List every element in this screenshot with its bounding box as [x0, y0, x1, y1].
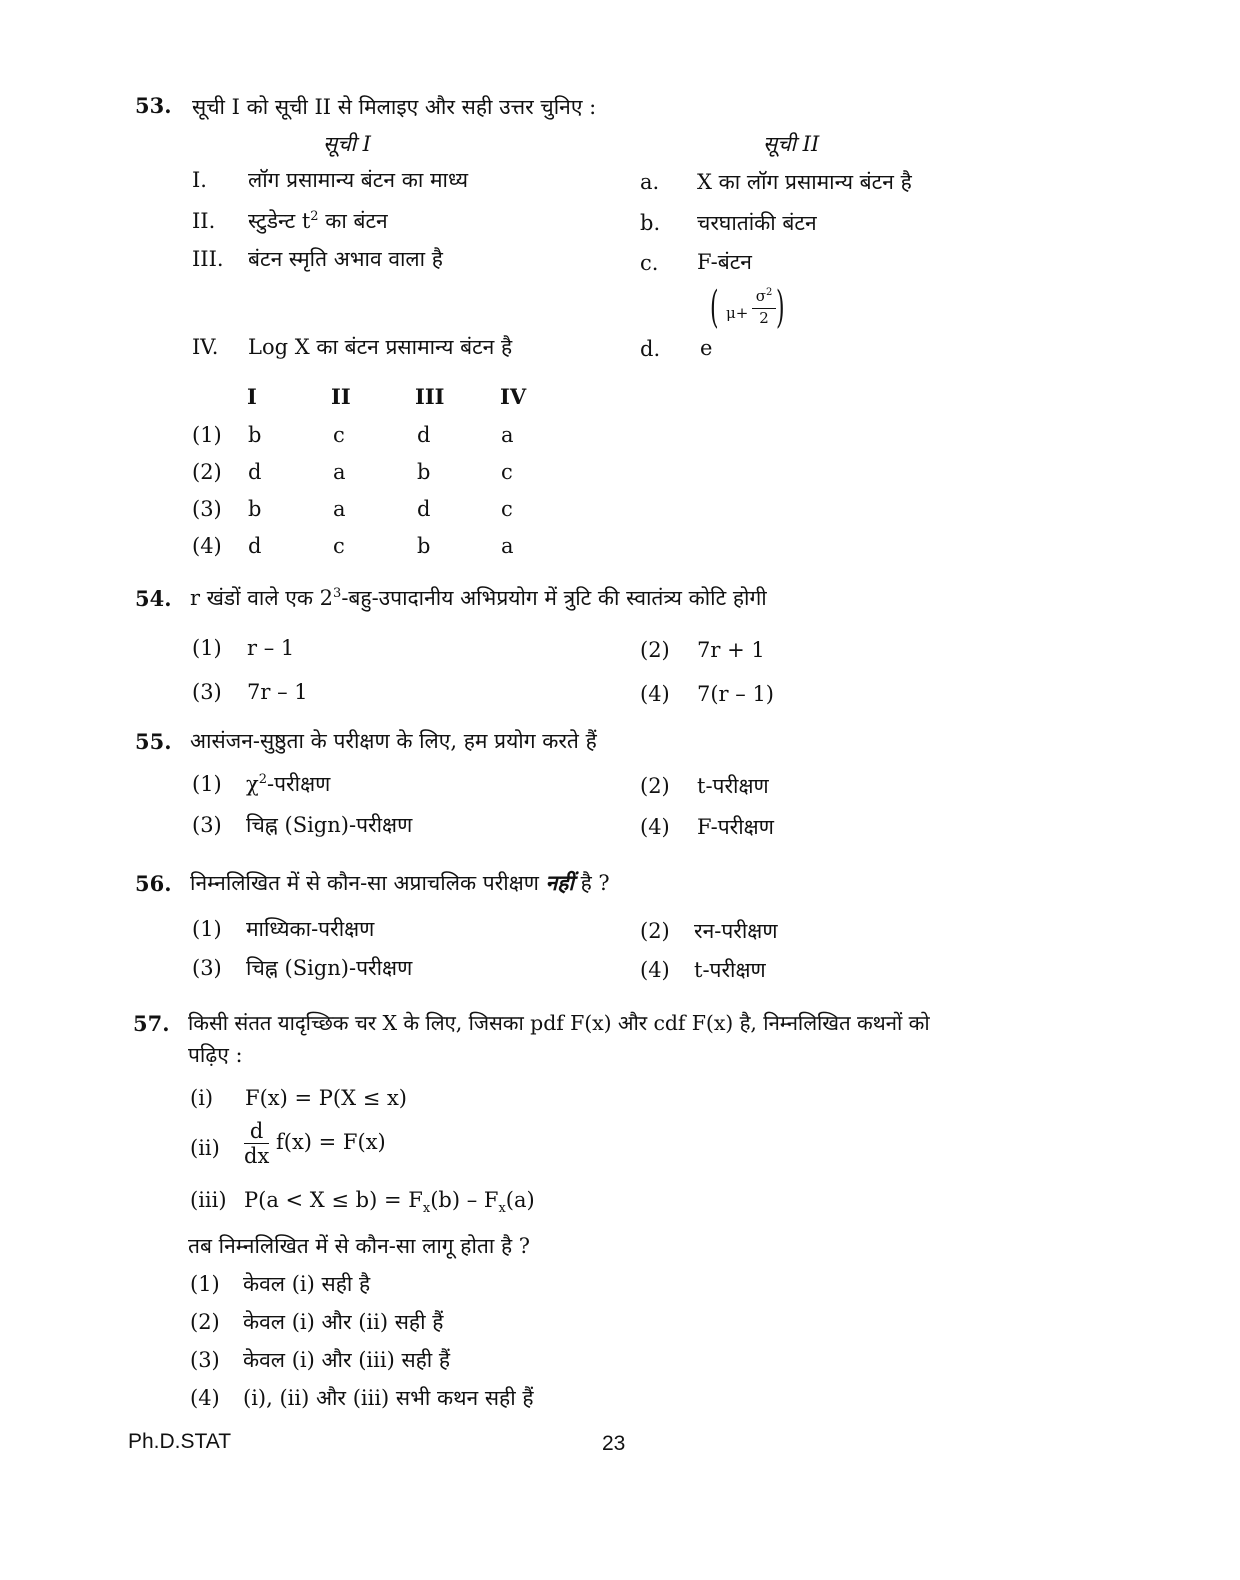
- q55-option-number: (1): [192, 772, 222, 796]
- q53-list1-item: बंटन स्मृति अभाव वाला है: [248, 247, 443, 271]
- q56-number: 56.: [135, 871, 172, 896]
- q54-option-text: r – 1: [247, 636, 295, 660]
- q53-option-value: b: [417, 460, 431, 484]
- q53-option-number: (1): [192, 423, 222, 447]
- q53-exp-paren-left: (: [710, 282, 719, 333]
- q56-option-text: t-परीक्षण: [694, 958, 766, 982]
- q54-option-number: (3): [192, 680, 222, 704]
- q57-statement-number: (ii): [190, 1136, 220, 1160]
- q53-list1-label: I.: [192, 168, 207, 192]
- q53-list2-label: a.: [640, 170, 660, 194]
- q57-statement-number: (i): [190, 1086, 214, 1110]
- q57-question: तब निम्नलिखित में से कौन-सा लागू होता है ?: [188, 1234, 531, 1258]
- q53-option-value: a: [501, 423, 514, 447]
- q56-option-number: (1): [192, 917, 222, 941]
- q57-option-number: (3): [190, 1348, 220, 1372]
- q55-option-number: (4): [640, 815, 670, 839]
- q53-list1-heading: सूची I: [323, 132, 371, 156]
- q54-option-number: (2): [640, 638, 670, 662]
- footer-exam-code: Ph.D.STAT: [128, 1430, 232, 1453]
- q53-header-col: I: [247, 384, 257, 409]
- q54-option-number: (4): [640, 682, 670, 706]
- q53-option-value: d: [248, 460, 262, 484]
- q57-option-text: केवल (i) और (iii) सही हैं: [243, 1348, 451, 1372]
- q53-option-value: c: [333, 534, 345, 558]
- q53-option-value: b: [248, 423, 262, 447]
- q53-option-value: c: [333, 423, 345, 447]
- q53-option-value: d: [248, 534, 262, 558]
- q53-option-number: (2): [192, 460, 222, 484]
- q53-option-value: b: [417, 534, 431, 558]
- q53-list2-item: F-बंटन: [697, 250, 752, 274]
- q53-option-number: (4): [192, 534, 222, 558]
- q56-option-text: रन-परीक्षण: [694, 919, 778, 943]
- q57-option-text: केवल (i) सही है: [243, 1272, 371, 1296]
- q53-exp-paren-right: ): [776, 282, 785, 333]
- q57-statement: $P(a < X \le b) = F_x(b) - F_x(a)$: [244, 1188, 535, 1216]
- q53-header-col: III: [415, 384, 445, 409]
- q53-text: सूची I को सूची II से मिलाइए और सही उत्तर चुनिए :: [192, 95, 597, 119]
- q54-option-text: 7r + 1: [697, 638, 765, 662]
- q53-option-value: a: [501, 534, 514, 558]
- q53-option-value: d: [417, 497, 431, 521]
- q55-number: 55.: [135, 729, 172, 754]
- q53-header-col: II: [331, 384, 351, 409]
- q53-option-number: (3): [192, 497, 222, 521]
- q53-list1-item: लॉग प्रसामान्य बंटन का माध्य: [248, 168, 469, 192]
- q56-option-text: चिह्न (Sign)-परीक्षण: [246, 956, 413, 980]
- q54-option-number: (1): [192, 636, 222, 660]
- q57-number: 57.: [133, 1011, 170, 1036]
- q53-option-value: a: [333, 497, 346, 521]
- q57-derivative-fraction: $\frac{d}{dx}$: [244, 1119, 270, 1168]
- q55-option-text: चिह्न (Sign)-परीक्षण: [246, 813, 413, 837]
- q53-list2-label: b.: [640, 211, 661, 235]
- q53-exp-fraction: [752, 287, 776, 328]
- q55-option-text: t-परीक्षण: [697, 774, 769, 798]
- q54-option-text: 7(r – 1): [697, 682, 774, 706]
- q56-text: निम्नलिखित में से कौन-सा अप्राचलिक परीक्षण नहीं है ?: [190, 870, 610, 895]
- q57-option-number: (2): [190, 1310, 220, 1334]
- q55-option-text: F-परीक्षण: [697, 815, 774, 839]
- q54-text: r खंडों वाले एक $2^3-बहु-उपादानीय$ अभिप्रयोग में त्रुटि की स्वातंत्र्य कोटि होगी: [190, 586, 767, 610]
- q57-text-line2: पढ़िए :: [188, 1043, 243, 1067]
- q57-text-line1: किसी संतत यादृच्छिक चर X के लिए, जिसका pdf F(x) और cdf F(x) है, निम्नलिखित कथनों को: [188, 1011, 930, 1035]
- q53-exp-base: e: [700, 336, 713, 360]
- q53-number: 53.: [135, 93, 172, 118]
- q53-list1-item: Log X का बंटन प्रसामान्य बंटन है: [248, 335, 513, 359]
- q56-option-number: (2): [640, 919, 670, 943]
- q55-option-number: (3): [192, 813, 222, 837]
- q53-list2-item: चरघातांकी बंटन: [697, 211, 817, 235]
- q56-option-text: माध्यिका-परीक्षण: [246, 917, 375, 941]
- q57-option-number: (4): [190, 1386, 220, 1410]
- q53-exp-denominator: 2: [759, 309, 769, 327]
- q53-option-value: b: [248, 497, 262, 521]
- q53-option-value: c: [501, 497, 513, 521]
- q56-emphasis: नहीं: [545, 870, 574, 895]
- q57-option-text: केवल (i) और (ii) सही हैं: [243, 1310, 444, 1334]
- q57-option-text: (i), (ii) और (iii) सभी कथन सही हैं: [243, 1386, 534, 1410]
- q53-list2-item: X का लॉग प्रसामान्य बंटन है: [697, 170, 912, 194]
- q56-option-number: (4): [640, 958, 670, 982]
- q53-list2-heading: सूची II: [763, 132, 820, 156]
- q57-option-number: (1): [190, 1272, 220, 1296]
- q53-option-value: a: [333, 460, 346, 484]
- q55-option-number: (2): [640, 774, 670, 798]
- q55-text: आसंजन-सुष्ठुता के परीक्षण के लिए, हम प्रयोग करते हैं: [190, 729, 597, 753]
- q53-exp-mu: μ+: [726, 304, 749, 322]
- q53-header-col: IV: [500, 384, 527, 409]
- q54-number: 54.: [135, 586, 172, 611]
- q53-list1-item: स्टुडेन्ट $t^2$ का बंटन: [248, 209, 388, 233]
- q53-option-value: d: [417, 423, 431, 447]
- q53-list1-label: III.: [192, 247, 224, 271]
- q57-statement-number: (iii): [190, 1188, 227, 1212]
- q53-list2-label: c.: [640, 251, 659, 275]
- q53-exp-numerator: $\sigma^2$: [752, 287, 776, 309]
- q54-option-text: 7r – 1: [247, 680, 308, 704]
- q53-list1-label: IV.: [192, 335, 219, 359]
- q56-option-number: (3): [192, 956, 222, 980]
- q53-list1-label: II.: [192, 209, 216, 233]
- q55-option-text: $\chi^2-परीक्षण$: [246, 772, 331, 796]
- q53-list2-label: d.: [640, 337, 661, 361]
- page-number: 23: [602, 1432, 626, 1455]
- q53-option-value: c: [501, 460, 513, 484]
- q57-statement: F(x) = P(X ≤ x): [245, 1086, 408, 1110]
- q57-statement: $\frac{d}{dx}$ f(x) = F(x): [244, 1119, 386, 1168]
